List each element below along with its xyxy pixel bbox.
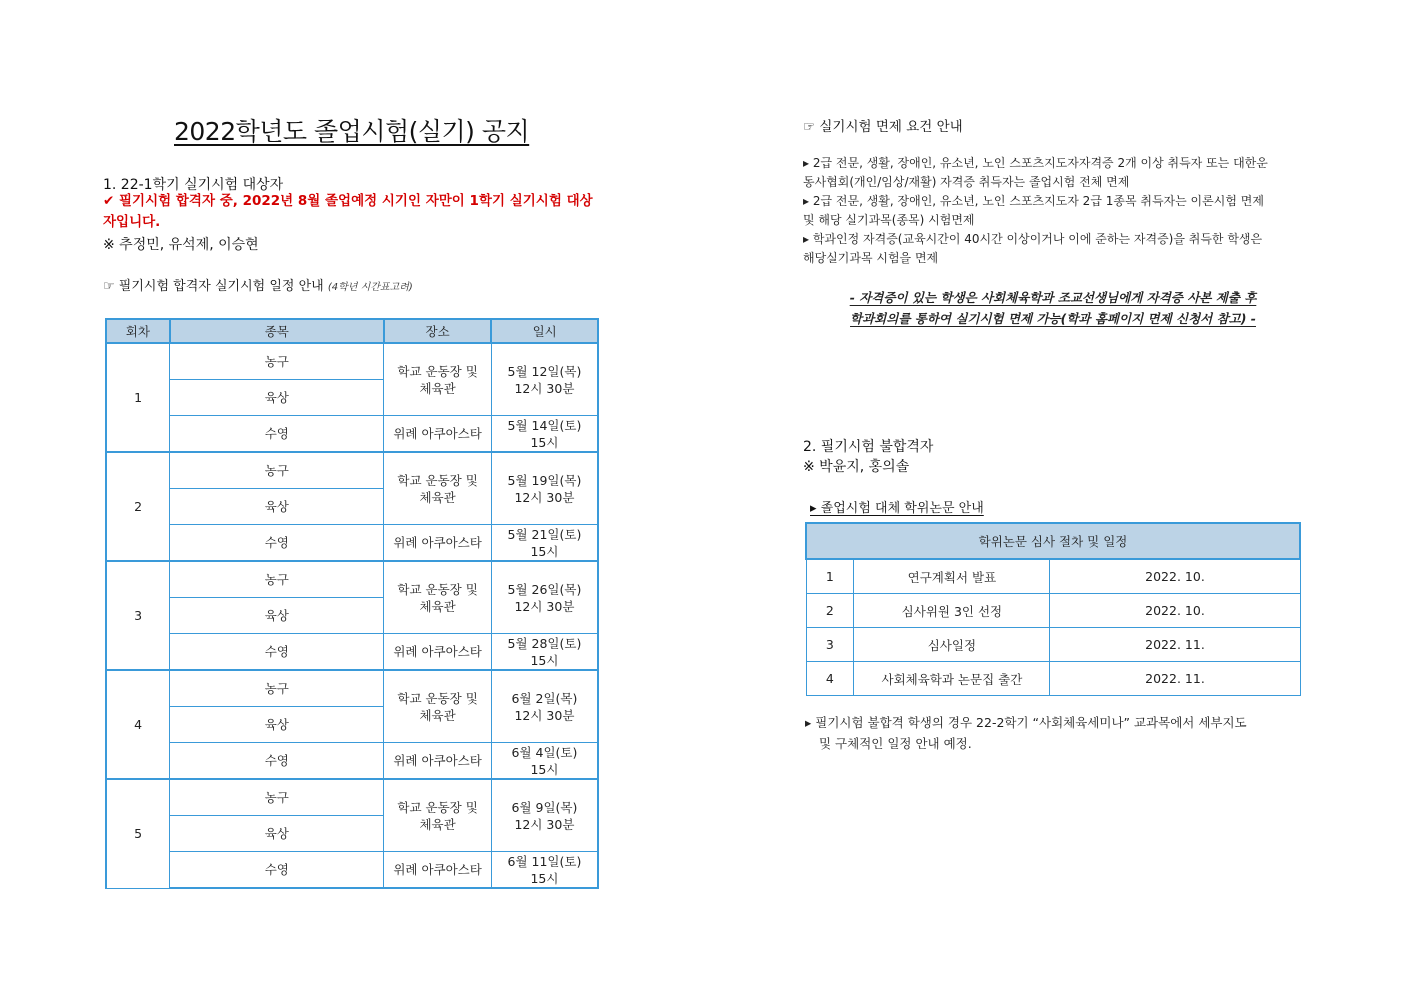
page-title: 2022학년도 졸업시험(실기) 공지 <box>174 117 530 146</box>
sport-cell: 수영 <box>170 634 384 671</box>
round-number: 4 <box>106 670 170 779</box>
place-line: 체육관 <box>419 489 456 505</box>
place-line: 학교 운동장 및 <box>397 581 478 597</box>
thesis-step-item: 심사위원 3인 선정 <box>854 594 1050 628</box>
table-row <box>106 452 598 489</box>
date-line: 5월 12일(목) <box>507 363 582 379</box>
table-row <box>106 779 598 816</box>
date-line: 5월 28일(토) <box>507 635 582 651</box>
time-line: 12시 30분 <box>514 380 575 396</box>
final-note <box>805 712 1305 754</box>
schedule-heading-text: ☞ 필기시험 합격자 실기시험 일정 안내 <box>103 279 324 294</box>
table-row <box>106 343 598 380</box>
final-note-line1: ▸ 필기시험 불합격 학생의 경우 22-2학기 “사회체육세미나” 교과목에서 세부지도 <box>805 715 1247 730</box>
exempt-line-5: ▸ 학과인정 자격증(교육시간이 40시간 이상이거나 이에 준하는 자격증)을 취득한 학생은 <box>803 232 1263 246</box>
place-cell <box>384 670 492 743</box>
table-row <box>106 852 598 889</box>
time-line: 15시 <box>530 434 559 450</box>
col-header-place: 장소 <box>384 319 492 343</box>
exempt-line-2: 동사협회(개인/임상/재활) 자격증 취득자는 졸업시험 전체 면제 <box>803 175 1130 189</box>
place-cell <box>384 343 492 416</box>
time-line: 15시 <box>530 870 559 886</box>
date-line: 6월 11일(토) <box>507 853 582 869</box>
thesis-schedule-table <box>805 522 1301 696</box>
sport-cell: 육상 <box>170 489 384 525</box>
datetime-cell <box>491 670 598 743</box>
place-cell: 위례 아쿠아스타 <box>384 852 492 889</box>
thesis-step-item: 연구계획서 발표 <box>854 559 1050 594</box>
sport-cell: 농구 <box>170 779 384 816</box>
sport-cell: 육상 <box>170 598 384 634</box>
round-number: 1 <box>106 343 170 452</box>
table-row <box>106 634 598 671</box>
datetime-cell <box>491 779 598 852</box>
datetime-cell <box>491 743 598 780</box>
place-line: 학교 운동장 및 <box>397 690 478 706</box>
sport-cell: 농구 <box>170 670 384 707</box>
thesis-step-no: 4 <box>806 662 854 696</box>
date-line: 5월 19일(목) <box>507 472 582 488</box>
table-row <box>806 628 1300 662</box>
thesis-step-date: 2022. 10. <box>1050 559 1300 594</box>
round-number: 2 <box>106 452 170 561</box>
schedule-heading <box>103 275 413 294</box>
round-number: 5 <box>106 779 170 888</box>
col-header-round: 회차 <box>106 319 170 343</box>
place-line: 학교 운동장 및 <box>397 363 478 379</box>
place-line: 학교 운동장 및 <box>397 472 478 488</box>
date-line: 5월 26일(목) <box>507 581 582 597</box>
table-row <box>106 416 598 453</box>
sport-cell: 수영 <box>170 852 384 889</box>
datetime-cell <box>491 452 598 525</box>
sport-cell: 농구 <box>170 561 384 598</box>
thesis-step-no: 3 <box>806 628 854 662</box>
exempt-line-1: ▸ 2급 전문, 생활, 장애인, 유소년, 노인 스포츠지도자자격증 2개 이상 취득자 또는 대한운 <box>803 156 1268 170</box>
datetime-cell <box>491 343 598 416</box>
place-cell: 위례 아쿠아스타 <box>384 743 492 780</box>
target-students: ※ 추정민, 유석제, 이승현 <box>103 237 259 253</box>
exempt-heading: ☞ 실기시험 면제 요건 안내 <box>803 119 963 135</box>
time-line: 12시 30분 <box>514 489 575 505</box>
date-line: 6월 2일(목) <box>511 690 578 706</box>
datetime-cell <box>491 525 598 562</box>
exempt-notice-line1: - 자격증이 있는 학생은 사회체육학과 조교선생님에게 자격증 사본 제출 후 <box>849 290 1257 305</box>
place-cell: 위례 아쿠아스타 <box>384 525 492 562</box>
red-notice <box>103 191 608 233</box>
place-line: 체육관 <box>419 816 456 832</box>
table-row <box>806 594 1300 628</box>
final-note-line2: 및 구체적인 일정 안내 예정. <box>819 736 972 751</box>
place-line: 학교 운동장 및 <box>397 799 478 815</box>
thesis-heading: ▸ 졸업시험 대체 학위논문 안내 <box>810 501 984 516</box>
sport-cell: 수영 <box>170 416 384 453</box>
exempt-line-6: 해당실기과목 시험을 면제 <box>803 251 939 265</box>
schedule-note: (4학년 시간표고려) <box>327 282 413 293</box>
col-header-sport: 종목 <box>170 319 384 343</box>
exempt-line-3: ▸ 2급 전문, 생활, 장애인, 유소년, 노인 스포츠지도자 2급 1종목 취득자는 이론시험 면제 <box>803 194 1264 208</box>
table-row <box>106 670 598 707</box>
table-row <box>806 559 1300 594</box>
failed-students: ※ 박윤지, 홍의솔 <box>803 459 910 475</box>
thesis-step-date: 2022. 10. <box>1050 594 1300 628</box>
round-number: 3 <box>106 561 170 670</box>
red-notice-line2: 자입니다. <box>103 214 161 230</box>
sport-cell: 농구 <box>170 452 384 489</box>
place-cell <box>384 779 492 852</box>
table-row <box>106 561 598 598</box>
thesis-step-no: 2 <box>806 594 854 628</box>
place-line: 체육관 <box>419 380 456 396</box>
datetime-cell <box>491 852 598 889</box>
place-line: 체육관 <box>419 707 456 723</box>
time-line: 15시 <box>530 761 559 777</box>
sport-cell: 수영 <box>170 743 384 780</box>
place-cell: 위례 아쿠아스타 <box>384 416 492 453</box>
sport-cell: 수영 <box>170 525 384 562</box>
time-line: 12시 30분 <box>514 707 575 723</box>
place-cell <box>384 452 492 525</box>
thesis-step-date: 2022. 11. <box>1050 628 1300 662</box>
exempt-notice <box>803 287 1303 329</box>
date-line: 5월 21일(토) <box>507 526 582 542</box>
place-cell: 위례 아쿠아스타 <box>384 634 492 671</box>
date-line: 6월 9일(목) <box>511 799 578 815</box>
datetime-cell <box>491 416 598 453</box>
table-row <box>806 662 1300 696</box>
place-cell <box>384 561 492 634</box>
col-header-datetime: 일시 <box>491 319 598 343</box>
sport-cell: 농구 <box>170 343 384 380</box>
exempt-notice-line2: 학과회의를 통하여 실기시험 면제 가능(학과 홈페이지 면제 신청서 참고) - <box>850 311 1256 326</box>
thesis-step-no: 1 <box>806 559 854 594</box>
time-line: 12시 30분 <box>514 816 575 832</box>
section1-heading: 1. 22-1학기 실기시험 대상자 <box>103 177 284 193</box>
table-row <box>106 743 598 780</box>
datetime-cell <box>491 561 598 634</box>
section2-heading: 2. 필기시험 불합격자 <box>803 439 934 455</box>
sport-cell: 육상 <box>170 380 384 416</box>
thesis-step-date: 2022. 11. <box>1050 662 1300 696</box>
place-line: 체육관 <box>419 598 456 614</box>
exam-schedule-table <box>105 318 599 889</box>
time-line: 15시 <box>530 652 559 668</box>
red-notice-line1: ✔ 필기시험 합격자 중, 2022년 8월 졸업예정 시기인 자만이 1학기 실기시험 대상 <box>103 193 593 209</box>
exempt-requirements <box>803 154 1303 268</box>
date-line: 5월 14일(토) <box>507 417 582 433</box>
table-row <box>106 525 598 562</box>
sport-cell: 육상 <box>170 707 384 743</box>
exempt-line-4: 및 해당 실기과목(종목) 시험면제 <box>803 213 975 227</box>
sport-cell: 육상 <box>170 816 384 852</box>
time-line: 12시 30분 <box>514 598 575 614</box>
date-line: 6월 4일(토) <box>511 744 578 760</box>
time-line: 15시 <box>530 543 559 559</box>
datetime-cell <box>491 634 598 671</box>
thesis-table-header: 학위논문 심사 절차 및 일정 <box>806 523 1300 559</box>
thesis-step-item: 심사일정 <box>854 628 1050 662</box>
thesis-step-item: 사회체육학과 논문집 출간 <box>854 662 1050 696</box>
